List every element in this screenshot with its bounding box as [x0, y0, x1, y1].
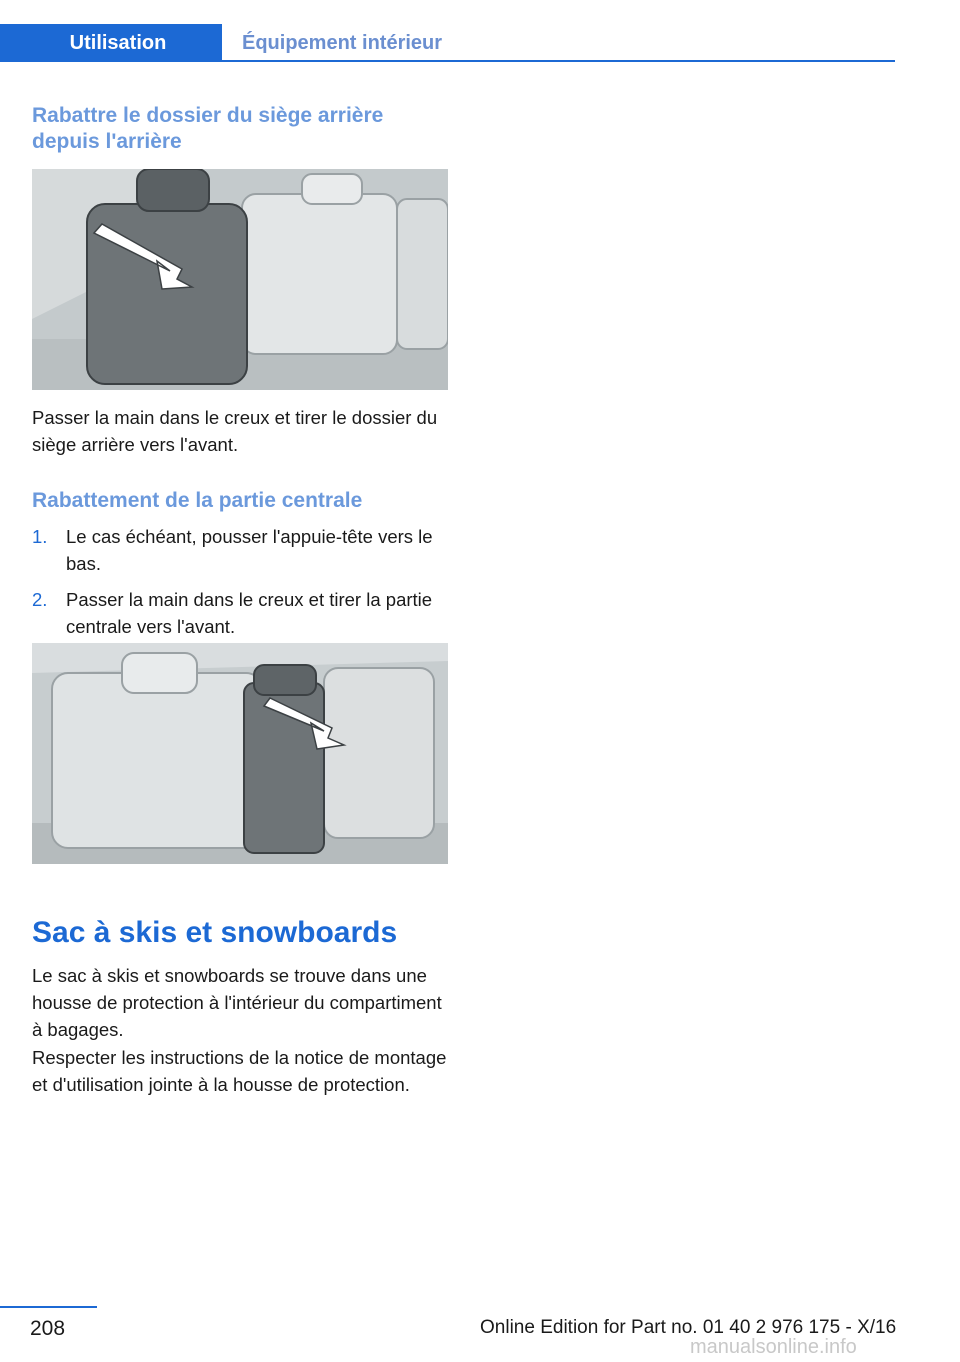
step-number: 1. — [32, 526, 48, 547]
header-rule — [0, 60, 895, 62]
list-item — [32, 586, 448, 640]
paragraph-ski-bag-location: Le sac à skis et snowboards se trouve dans une housse de protection à l'intérieur du compartiment à bagages. — [32, 965, 442, 1040]
heading-fold-center: Rabattement de la partie centrale — [32, 489, 363, 512]
steps-list — [32, 523, 448, 649]
footer-rule — [0, 1306, 97, 1308]
edition-note: Online Edition for Part no. 01 40 2 976 175 - X/16 — [480, 1317, 897, 1338]
paragraph-ski-bag-instructions: Respecter les instructions de la notice de montage et d'utilisation jointe à la housse de protection. — [32, 1047, 447, 1095]
center-seat-section-illustration — [32, 643, 448, 864]
page-header — [0, 24, 895, 62]
heading-fold-rear-backrest: Rabattre le dossier du siège arrière depuis l'arrière — [32, 104, 384, 153]
heading-ski-bag: Sac à skis et snowboards — [32, 916, 398, 949]
chapter-tab-utilisation[interactable]: Utilisation — [0, 24, 222, 62]
rear-seat-backrest-illustration — [32, 169, 448, 390]
watermark: manualsonline.info — [690, 1336, 857, 1358]
list-item — [32, 523, 448, 577]
caption-fold-rear-backrest: Passer la main dans le creux et tirer le dossier du siège arrière vers l'avant. — [32, 407, 438, 455]
step-text: Passer la main dans le creux et tirer la partie centrale vers l'avant. — [66, 589, 433, 637]
step-text: Le cas échéant, pousser l'appuie-tête vers le bas. — [66, 526, 433, 574]
page-number: 208 — [30, 1317, 66, 1340]
section-tab-equipement[interactable]: Équipement intérieur — [242, 31, 443, 54]
step-number: 2. — [32, 589, 48, 610]
